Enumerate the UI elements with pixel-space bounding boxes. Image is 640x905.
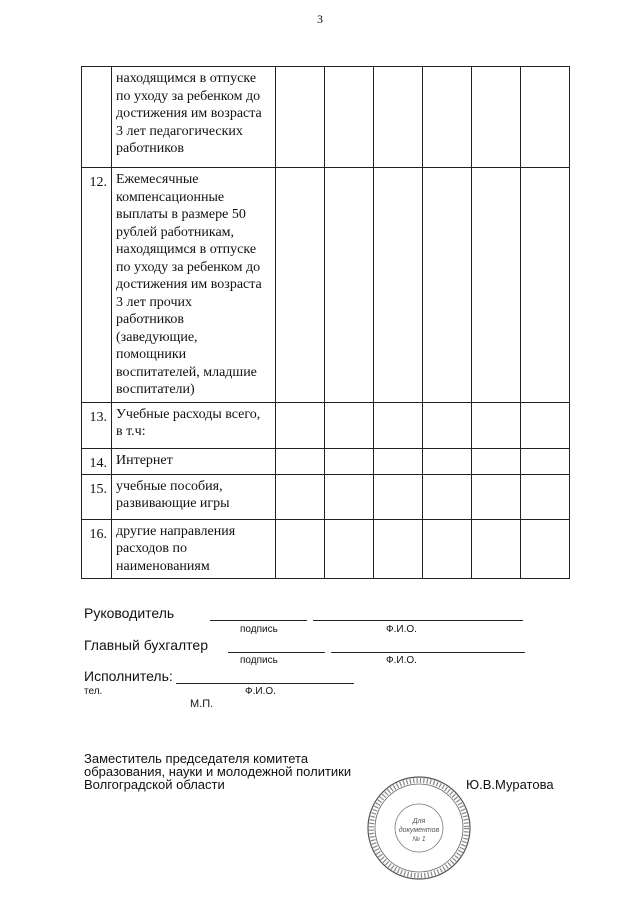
empty-value-cell [276,168,325,403]
accountant-signature-caption: подпись [240,655,278,666]
table-row [82,448,570,474]
row-number: 13. [82,402,112,448]
row-name: Интернет [112,448,276,474]
accountant-fio-caption: Ф.И.О. [386,655,417,666]
row-name: учебные пособия, развивающие игры [112,474,276,519]
empty-value-cell [325,402,374,448]
executor-line [176,683,354,684]
empty-value-cell [325,67,374,168]
empty-value-cell [276,519,325,579]
empty-value-cell [374,474,423,519]
phone-label: тел. [84,686,103,697]
empty-value-cell [472,402,521,448]
empty-value-cell [521,474,570,519]
empty-value-cell [472,448,521,474]
executor-label: Исполнитель: [84,668,173,684]
empty-value-cell [374,519,423,579]
stamp-line-1: Для [412,818,426,825]
head-fio-line [313,620,523,621]
empty-value-cell [276,474,325,519]
empty-value-cell [423,402,472,448]
stamp-line-2: документов [398,827,440,834]
empty-value-cell [374,168,423,403]
empty-value-cell [472,474,521,519]
row-number [82,67,112,168]
head-signature-line [210,620,307,621]
empty-value-cell [423,519,472,579]
seal-place: М.П. [190,698,214,710]
empty-value-cell [521,402,570,448]
empty-value-cell [521,448,570,474]
empty-value-cell [423,448,472,474]
row-name: Ежемесячные компенсационные выплаты в размере 50 рублей работникам, находящимся в отпуске по уходу за ребенком до достижения им возраста 3 лет прочих работников (заведующие, помощники воспитателей, младшие воспитатели) [112,168,276,403]
empty-value-cell [325,474,374,519]
table-row [82,474,570,519]
empty-value-cell [325,519,374,579]
empty-value-cell [472,168,521,403]
empty-value-cell [423,67,472,168]
chief-accountant-label: Главный бухгалтер [84,637,208,653]
empty-value-cell [374,402,423,448]
table-row [82,519,570,579]
row-number: 15. [82,474,112,519]
head-fio-caption: Ф.И.О. [386,624,417,635]
empty-value-cell [276,448,325,474]
position-line-3: Волгоградской области [84,777,225,792]
empty-value-cell [325,168,374,403]
empty-value-cell [521,519,570,579]
page-number: 3 [317,12,323,26]
row-number: 14. [82,448,112,474]
empty-value-cell [472,519,521,579]
row-name: Учебные расходы всего, в т.ч: [112,402,276,448]
row-name: другие направления расходов по наименованиям [112,519,276,579]
row-number: 16. [82,519,112,579]
stamp-line-3: № 1 [412,836,426,843]
empty-value-cell [521,168,570,403]
head-signature-caption: подпись [240,624,278,635]
signer-name: Ю.В.Муратова [466,777,554,792]
empty-value-cell [374,448,423,474]
empty-value-cell [472,67,521,168]
accountant-fio-line [331,652,525,653]
accountant-signature-line [228,652,325,653]
empty-value-cell [374,67,423,168]
row-number: 12. [82,168,112,403]
empty-value-cell [276,67,325,168]
empty-value-cell [423,474,472,519]
table-row [82,67,570,168]
empty-value-cell [276,402,325,448]
empty-value-cell [521,67,570,168]
empty-value-cell [325,448,374,474]
position-line-1: Заместитель председателя комитета [84,751,309,766]
position-line-2: образования, науки и молодежной политики [84,764,352,779]
empty-value-cell [423,168,472,403]
row-name: находящимся в отпуске по уходу за ребенком до достижения им возраста 3 лет педагогических работников [112,67,276,168]
table-row [82,402,570,448]
head-label: Руководитель [84,605,175,621]
expenses-table [81,66,570,579]
executor-fio-caption: Ф.И.О. [245,686,276,697]
round-stamp [366,775,472,881]
table-row [82,168,570,403]
